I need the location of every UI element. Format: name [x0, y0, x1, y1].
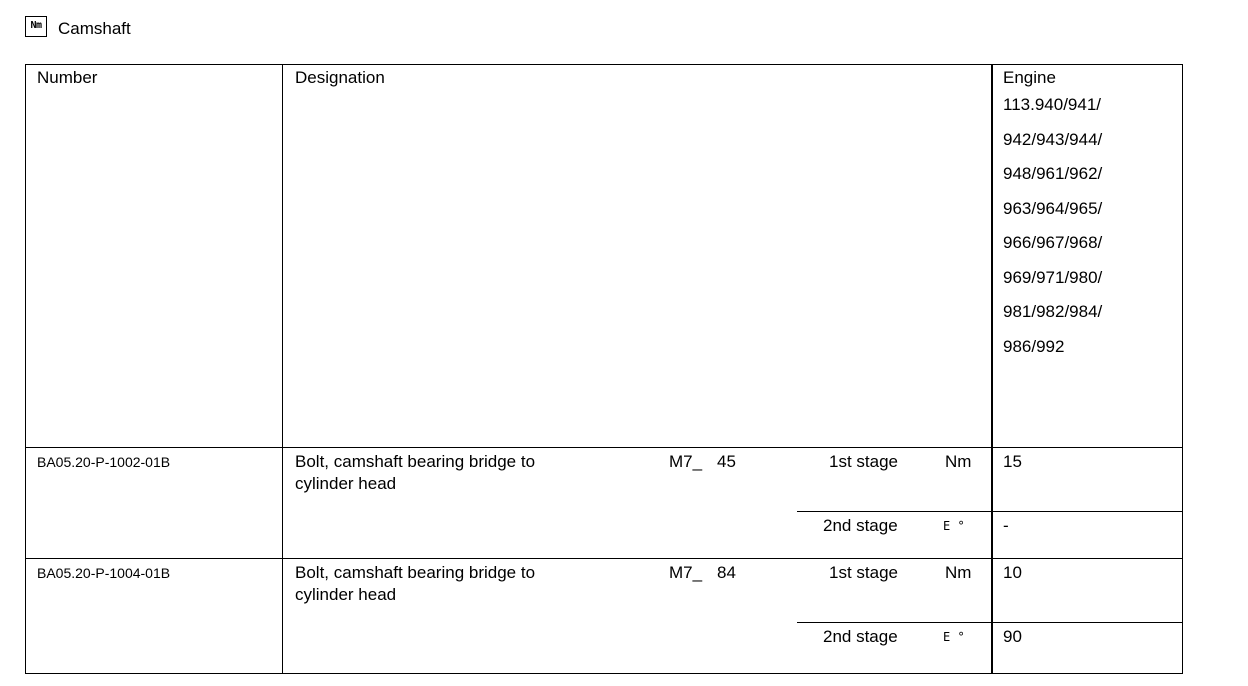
thread-size: M7_ [669, 452, 703, 471]
engine-list-item: 963/964/965/ [1003, 198, 1103, 218]
designation-line: cylinder head [295, 585, 397, 604]
column-header-designation: Designation [295, 68, 385, 87]
stage-label: 2nd stage [823, 516, 898, 535]
thread-size: M7_ [669, 563, 703, 582]
torque-nm-icon: Nm [25, 16, 47, 37]
engine-list [1003, 95, 1102, 371]
stage-divider [797, 622, 1182, 623]
stage-label: 2nd stage [823, 627, 898, 646]
torque-value: - [1003, 516, 1009, 535]
designation-line: Bolt, camshaft bearing bridge to [295, 452, 536, 471]
engine-list-item: 981/982/984/ [1003, 302, 1103, 321]
bolt-length: 45 [717, 452, 736, 471]
engine-list-item: 942/943/944/ [1003, 129, 1103, 149]
stage-unit: Nm [945, 563, 972, 582]
engine-list-item: 969/971/980/ [1003, 267, 1103, 287]
angle-unit: E ° [943, 519, 965, 533]
designation-line: Bolt, camshaft bearing bridge to [295, 563, 536, 582]
document-title: Camshaft [58, 19, 131, 38]
row-divider [26, 447, 1182, 448]
torque-value: 10 [1003, 563, 1022, 582]
stage-divider [797, 511, 1182, 512]
engine-list-item: 113.940/941/ [1003, 95, 1101, 114]
row-divider [26, 558, 1182, 559]
part-number: BA05.20-P-1002-01B [37, 454, 171, 470]
column-header-number: Number [37, 68, 98, 87]
stage-label: 1st stage [829, 563, 898, 582]
engine-list-item: 986/992 [1003, 336, 1065, 356]
torque-value: 15 [1003, 452, 1022, 471]
engine-list-item: 948/961/962/ [1003, 164, 1103, 183]
column-header-engine: Engine [1003, 68, 1056, 87]
engine-list-item: 966/967/968/ [1003, 233, 1103, 252]
bolt-length: 84 [717, 563, 736, 582]
torque-value: 90 [1003, 627, 1022, 646]
designation-line: cylinder head [295, 474, 397, 493]
stage-label: 1st stage [829, 452, 898, 471]
part-number: BA05.20-P-1004-01B [37, 565, 171, 581]
column-divider [282, 65, 283, 673]
column-divider [991, 65, 993, 673]
stage-unit: Nm [945, 452, 972, 471]
angle-unit: E ° [943, 630, 965, 644]
torque-table [25, 64, 1183, 674]
